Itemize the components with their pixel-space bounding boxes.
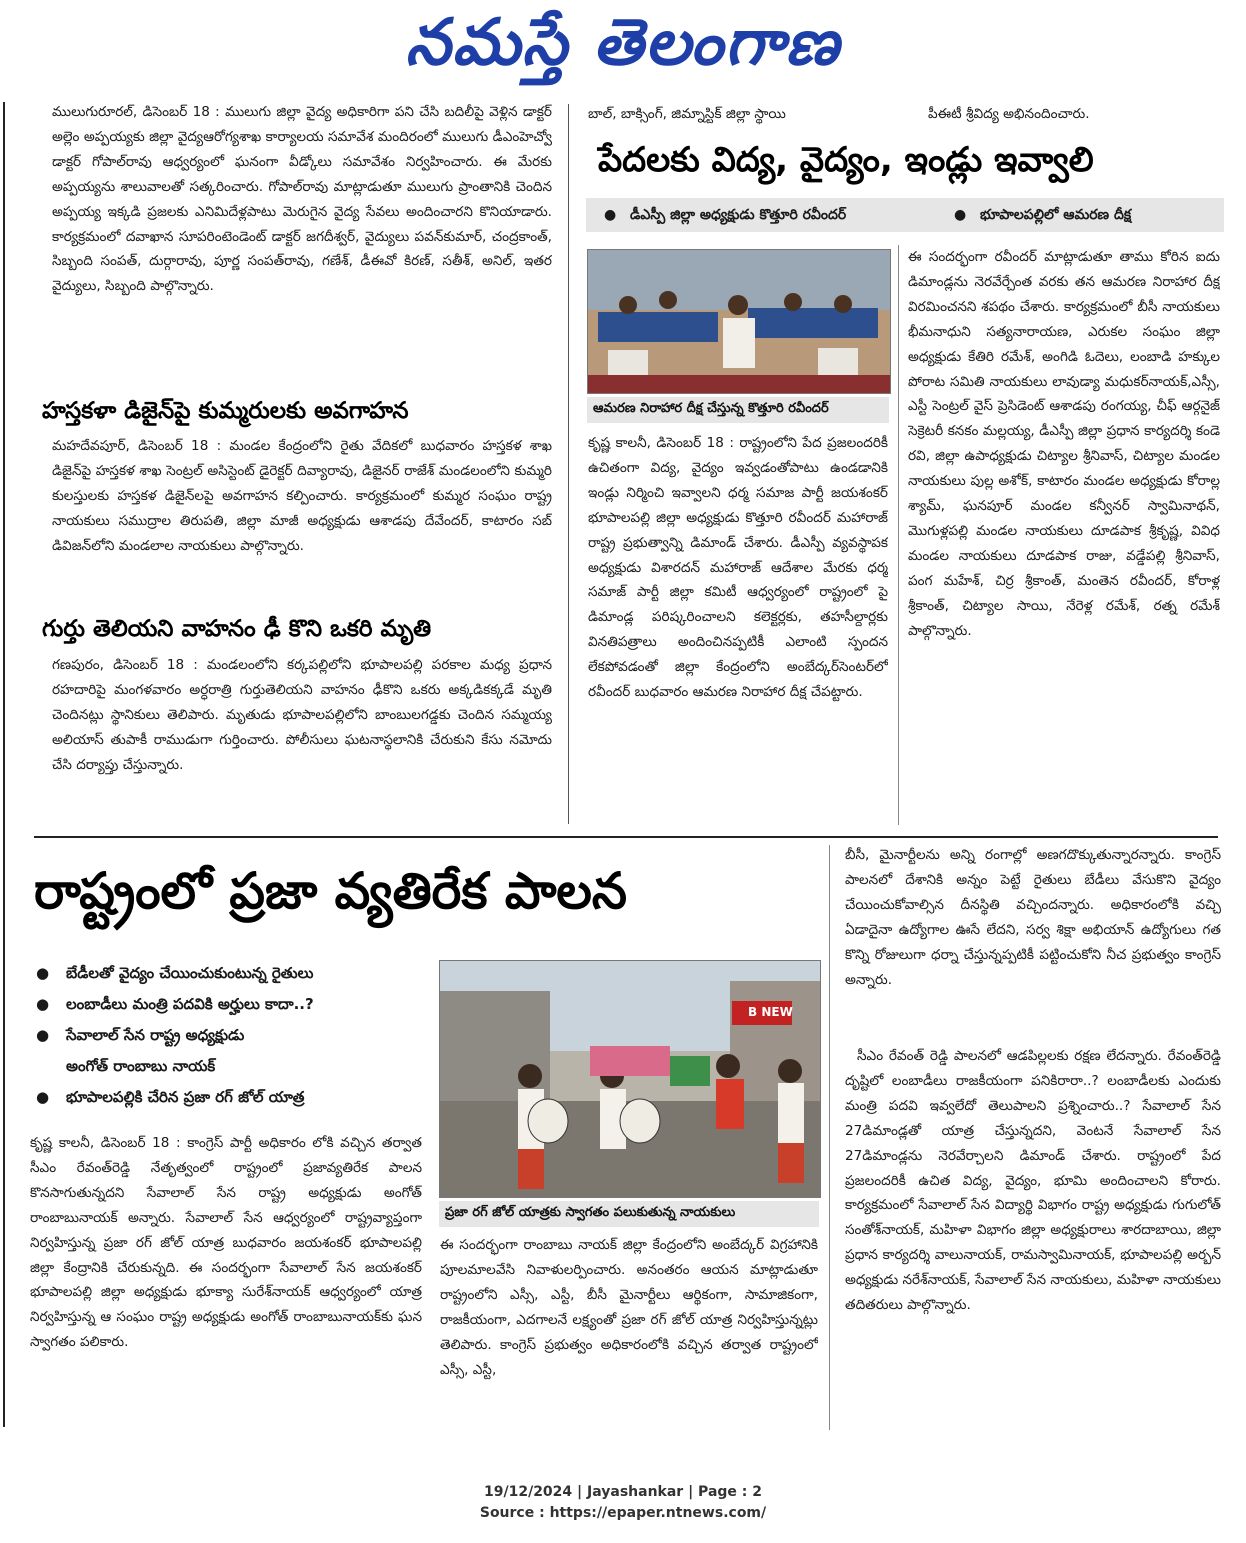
story-poor-body-right: ఈ సందర్భంగా రవీందర్ మాట్లాడుతూ తాము కోరిన ఐదు డిమాండ్లను నెరవేర్చేంత వరకు తన ఆమరణ నిరాహార దీక్ష విరమించనని శపథం చేశారు. కార్యక్రమంలో బీసీ నాయకులు భీమనాధుని సత్యనారాయణ, ఎరుకల సంఘం జిల్లా అధ్యక్షుడు కేతిరి రమేశ్, అంగిడి ఓదెలు, లంబాడి హక్కుల పోరాట సమితి నాయకులు లావుడ్యా మధుకర్‌నాయక్,ఎస్సీ, ఎస్టీ సెంట్రల్ వైస్ ప్రెసిడెంట్ ఆశాడపు రంగయ్య, చీఫ్ ఆర్గనైజ్ సెక్రెటరీ కనకం మల్లయ్య, డీఎస్పీ జిల్లా ప్రధాన కార్యదర్శి కండె రవి, జిల్లా ఉపాధ్యక్షుడు చిట్యాల శ్రీనివాస్, చిట్యాల మండల నాయకులు పుల్ల అశోక్, కాటారం మండల అధ్యక్షుడు కోరాల్ల శ్యామ్, ఘనపూర్ మండల కన్వీనర్ స్వామినాథన్, మొగుళ్లపల్లి మండల నాయకులు దూడపాక శ్రీకృష్ణ, వివిధ మండల నాయకులు దూడపాక రాజు, వడ్డేపల్లి శ్రీనివాస్, పంగ మహేశ్, చిర్ర శ్రీకాంత్, మంతెన రవీందర్, కోరాళ్ల శ్రీకాంత్, చిట్యాల సాయి, నేరెళ్ల రమేశ్, రత్న రమేశ్ పాల్గొన్నారు. — [908, 249, 1220, 639]
story-sports-tail-right: పీఈటీ శ్రీవిద్య అభినందించారు. — [928, 106, 1090, 122]
story-poor-body-left: కృష్ణ కాలనీ, డిసెంబర్ 18 : రాష్ట్రంలోని పేద ప్రజలందరికీ ఉచితంగా విద్య, వైద్యం ఇవ్వడంతోపాటు ఉండడానికి ఇండ్లు నిర్మించి ఇవ్వాలని ధర్మ సమాజ పార్టీ జయశంకర్ భూపాలపల్లి జిల్లా అధ్యక్షుడు కొత్తూరి రవీందర్ మహారాజ్ రాష్ట్ర ప్రభుత్వాన్ని డిమాండ్ చేశారు. డీఎస్పీ వ్యవస్థాపక అధ్యక్షుడు విశారదన్ మహారాజ్ ఆదేశాల మేరకు ధర్మ సమాజ్ పార్టీ జిల్లా కమిటీ ఆధ్వర్యంలో రాష్ట్రంలో పై డిమాండ్ల పరిష్కరించాలని కలెక్టర్లకు, తహసీల్దార్లకు వినతిపత్రాలు అందించినప్పటికీ ఎలాంటి స్పందన లేకపోవడంతో జిల్లా కేంద్రంలోని అంబేద్కర్‌సెంటర్‌లో రవీందర్ బుధవారం ఆమరణ నిరాహార దీక్ష చేపట్టారు. — [588, 435, 888, 701]
bullet-item: ● లంబాడీలు మంత్రి పదవికి అర్హులు కాదా..? — [36, 995, 314, 1013]
footer-date-page: 19/12/2024 | Jayashankar | Page : 2 — [484, 1484, 762, 1500]
story-handicraft-body: మహదేవపూర్, డిసెంబర్ 18 : మండల కేంద్రంలోని రైతు వేదికలో బుధవారం హస్తకళ శాఖ డిజైన్‌పై హస్తకళ శాఖ సెంట్రల్ అసిస్టెంట్ డైరెక్టర్ దివ్యారావు, డిజైనర్ రాజేశ్ మండలంలోని కుమ్మరి కులస్తులకు హస్తకళ డిజైన్‌లపై అవగాహన కల్పించారు. కార్యక్రమంలో కుమ్మర సంఘం రాష్ట్ర నాయకులు సముద్రాల తిరుపతి, జిల్లా మాజీ అధ్యక్షుడు ఆశాడపు దేవేందర్, కాటారం సబ్ డివిజన్‌లోని మండలాల నాయకులు పాల్గొన్నారు. — [52, 438, 552, 554]
column-divider — [568, 104, 569, 824]
protest-photo-illustration — [588, 250, 890, 393]
masthead — [0, 0, 1246, 92]
headline-poor-demands: పేదలకు విద్య, వైద్యం, ఇండ్లు ఇవ్వాలి — [598, 140, 1094, 180]
bullet-list — [30, 958, 430, 1113]
headline-anti-people-rule: రాష్ట్రంలో ప్రజా వ్యతిరేక పాలన — [34, 862, 627, 920]
subhead-bullet-2: భూపాలపల్లిలో ఆమరణ దీక్ష — [980, 207, 1132, 223]
story-accident-body: గణపురం, డిసెంబర్ 18 : మండలంలోని కర్కపల్లిలోని భూపాలపల్లి పరకాల మధ్య ప్రధాన రహదారిపై మంగళవారం అర్ధరాత్రి గుర్తుతెలియని వాహనం ఢీకొని ఒకరు అక్కడికక్కడే మృతి చెందినట్లు స్థానికులు తెలిపారు. మృతుడు భూపాలపల్లిలోని బాంబులగడ్డకు చెందిన సమ్మయ్య అలియాస్ తుపాకీ రాముడుగా గుర్తించారు. పోలీసులు ఘటనాస్థలానికి చేరుకుని కేసు నమోదు చేసి దర్యాప్తు చేస్తున్నారు. — [52, 657, 552, 773]
left-border — [3, 102, 5, 1427]
bullet-item: ● సేవాలాల్ సేన రాష్ట్ర అధ్యక్షుడు — [36, 1026, 245, 1044]
photo-caption-bar — [439, 1201, 819, 1227]
yatra-photo-illustration — [440, 961, 820, 1197]
bullet-item: ● బేడీలతో వైద్యం చేయించుకుంటున్న రైతులు — [36, 964, 314, 982]
bullet-item-continued: అంగోత్ రాంబాబు నాయక్ — [66, 1057, 216, 1075]
story-sports-tail-left: బాల్, బాక్సింగ్, జిమ్నాస్టిక్ జిల్లా స్థాయి — [588, 106, 786, 122]
newspaper-logo: నమస్తే తెలంగాణ — [405, 6, 841, 80]
photo-caption: ప్రజా రగ్ జోల్ యాత్రకు స్వాగతం పలుకుతున్న నాయకులు — [445, 1205, 736, 1220]
photo-caption-bar — [587, 397, 889, 423]
story-farewell-body: ములుగురూరల్, డిసెంబర్ 18 : ములుగు జిల్లా వైద్య అధికారిగా పని చేసి బదిలీపై వెళ్లిన డాక్టర్ అల్లెం అప్పయ్యకు జిల్లా వైద్యఆరోగ్యశాఖ కార్యాలయ సమావేశ మందిరంలో ములుగు డీఎంహెచ్వో డాక్టర్ గోపాల్‌రావు ఆధ్వర్యంలో ఘనంగా వీడ్కోలు సమావేశం నిర్వహించారు. ఈ మేరకు అప్పయ్యను శాలువాలతో సత్కరించారు. గోపాల్‌రావు మాట్లాడుతూ ములుగు ప్రాంతానికి చెందిన అప్పయ్య ఇక్కడి ప్రజలకు ఎనిమిదేళ్లపాటు మెరుగైన వైద్య సేవలు అందించారని కొనియాడారు. కార్యక్రమంలో దవాఖాన సూపరింటెండెంట్ డాక్టర్ జగదీశ్వర్, వైద్యులు పవన్‌కుమార్, చంద్రకాంత్, సిబ్బంది సంపత్, దుర్గారావు, పూర్ణ సంపత్‌రావు, గణేశ్, డీఈవో కిరణ్, సతీశ్, అనిల్, ఇతర వైద్యులు, సిబ్బంది పాల్గొన్నారు. — [52, 104, 552, 295]
story-yatra-body-middle: ఈ సందర్భంగా రాంబాబు నాయక్ జిల్లా కేంద్రంలోని అంబేద్కర్ విగ్రహానికి పూలమాలవేసి నివాళులర్పించారు. అనంతరం ఆయన మాట్లాడుతూ రాష్ట్రంలోని ఎస్సీ, ఎస్టీ, బీసీ మైనార్టీలు ఆర్థికంగా, సామాజికంగా, రాజకీయంగా, ఎదగాలనే లక్ష్యంతో ప్రజా రగ్ జోల్ యాత్ర నిర్వహిస్తున్నట్లు తెలిపారు. కాంగ్రెస్ ప్రభుత్వం అధికారంలోకి వచ్చిన తర్వాత రాష్ట్రంలో ఎస్సీ, ఎస్టీ, — [440, 1237, 818, 1378]
headline-accident: గుర్తు తెలియని వాహనం ఢీ కొని ఒకరి మృతి — [42, 616, 432, 642]
photo-caption: ఆమరణ నిరాహార దీక్ష చేస్తున్న కొత్తూరి రవీందర్ — [593, 401, 829, 416]
bullet-dot: ● — [604, 207, 617, 223]
column-divider-bottom — [829, 845, 830, 1430]
shop-sign: B NEW — [748, 1005, 793, 1019]
story-yatra-body-right-2: సీఎం రేవంత్ రెడ్డి పాలనలో ఆడపిల్లలకు రక్షణ లేదన్నారు. రేవంత్‌రెడ్డి దృష్టిలో లంబాడీలు రాజకీయంగా పనికిరారా..? లంబాడీలకు ఎందుకు మంత్రి పదవి ఇవ్వలేదో తెలుపాలని ప్రశ్నించారు..? సేవాలాల్ సేన 27డిమాండ్లతో యాత్ర చేస్తున్నదని, వెంటనే సేవాలాల్ సేన 27డిమాండ్లను నెరవేర్చాలని డిమాండ్ చేశారు. రాష్ట్రంలో పేద ప్రజలందరికీ ఉచిత విద్య, వైద్యం, భూమి అందించాలని కోరారు. కార్యక్రమంలో సేవాలాల్ సేన విద్యార్థి విభాగం రాష్ట్ర అధ్యక్షుడు గుగులోత్ సంతోశ్‌నాయక్, మహిళా విభాగం జిల్లా అధ్యక్షురాలు శారదాబాయి, జిల్లా ప్రధాన కార్యదర్శి వాలునాయక్, రామస్వామినాయక్, భూపాలపల్లి అర్బన్ అధ్యక్షుడు నరేశ్‌నాయక్, సేవాలాల్ సేన నాయకులు, మహిళా నాయకులు తదితరులు పాల్గొన్నారు. — [845, 1048, 1221, 1314]
footer-source: Source : https://epaper.ntnews.com/ — [479, 1505, 767, 1521]
photo-yatra-welcome — [439, 960, 821, 1198]
story-yatra-body-left: కృష్ణ కాలనీ, డిసెంబర్ 18 : కాంగ్రెస్ పార్టీ అధికారం లోకి వచ్చిన తర్వాత సీఎం రేవంత్‌రెడ్డి నేతృత్వంలో రాష్ట్రంలో ప్రజావ్యతిరేక పాలన కొనసాగుతున్నదని సేవాలాల్ సేన రాష్ట్ర అధ్యక్షుడు అంగోత్ రాంబాబునాయక్ అన్నారు. సేవాలాల్ సేన ఆధ్వర్యంలో రాష్ట్రవ్యాప్తంగా నిర్వహిస్తున్న ప్రజా రగ్ జోల్ యాత్ర బుధవారం జయశంకర్ భూపాలపల్లి జిల్లా కేంద్రానికి చేరుకున్నది. ఈ సందర్భంగా సేవాలాల్ సేన జయశంకర్ భూపాలపల్లి జిల్లా అధ్యక్షుడు భూక్యా సురేశ్‌నాయక్ ఆధ్వర్యంలో యాత్ర నిర్వహిస్తున్న ఆ సంఘం రాష్ట్ర అధ్యక్షుడు అంగోత్ రాంబాబునాయక్‌కు ఘన స్వాగతం పలికారు. — [30, 1135, 422, 1351]
headline-handicraft: హస్తకళా డిజైన్‌పై కుమ్మరులకు అవగాహన — [42, 398, 409, 424]
story-yatra-body-right-1: బీసీ, మైనార్టీలను అన్ని రంగాల్లో అణగదొక్కుతున్నారన్నారు. కాంగ్రెస్ పాలనలో దేశానికి అన్నం పెట్టే రైతులు బేడీలు వేసుకొని వైద్యం చేయించుకోవాల్సిన దీనస్థితి వచ్చిందన్నారు. అధికారంలోకి వచ్చి ఏడాదైనా ఉద్యోగాల ఊసే లేదని, సర్వ శిక్షా అభియాన్ ఉద్యోగులు గత కొన్ని రోజులుగా ధర్నా చేస్తున్నప్పటికీ పట్టించుకోని నీచ ప్రభుత్వం కాంగ్రెస్ అన్నారు. — [845, 847, 1221, 988]
bullet-item: ● భూపాలపల్లికి చేరిన ప్రజా రగ్ జోల్ యాత్ర — [36, 1088, 305, 1106]
bullet-dot: ● — [954, 207, 967, 223]
photo-hunger-strike — [587, 249, 891, 394]
subhead-bullet-1: డీఎస్పీ జిల్లా అధ్యక్షుడు కొత్తూరి రవీందర్ — [630, 207, 847, 223]
section-rule — [34, 836, 1218, 838]
column-divider-inner — [898, 245, 899, 825]
subhead-bar — [586, 198, 1224, 232]
